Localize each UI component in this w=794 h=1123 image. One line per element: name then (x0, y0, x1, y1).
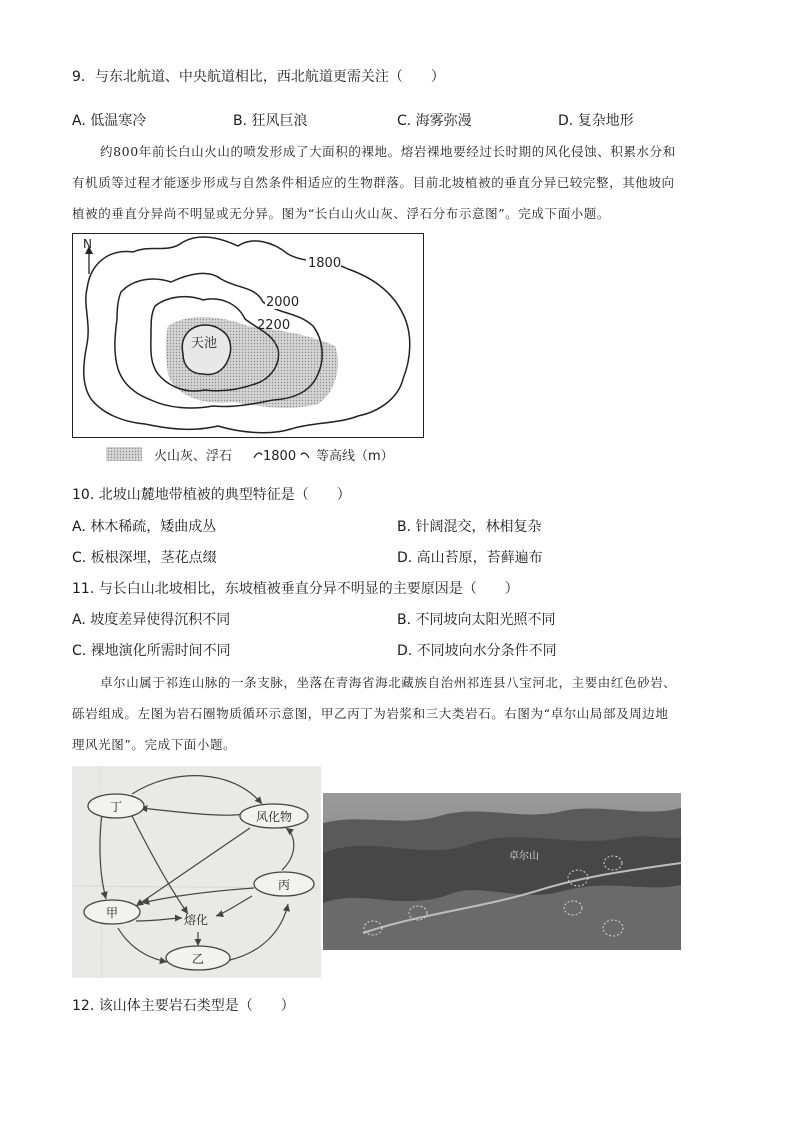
intro-paragraph-1-line-2: 有机质等过程才能逐步形成与自然条件相适应的生物群落。目前北坡植被的垂直分异已较完整，其他坡向 (72, 175, 675, 190)
svg-text:丙: 丙 (278, 878, 291, 892)
legend-ash-swatch (106, 447, 142, 461)
svg-text:乙: 乙 (192, 952, 205, 966)
legend-contour-label: 等高线（m） (316, 449, 394, 464)
q10-option-d: D. 高山苔原，苔藓遍布 (397, 550, 543, 566)
arrow-jia-to-ronghua (136, 918, 182, 921)
arrow-yi-to-bing (230, 904, 288, 960)
lake-label: 天池 (191, 336, 218, 351)
intro-paragraph-2-line-3: 理风光图”。完成下面小题。 (72, 737, 237, 752)
photo-label: 卓尔山 (509, 851, 539, 862)
arrow-fenghuawu-to-ding (140, 808, 244, 815)
intro-paragraph-1-line-1: 约800年前长白山火山的喷发形成了大面积的裸地。熔岩裸地要经过长时期的风化侵蚀、积累水分和 (100, 144, 676, 159)
node-ronghua: 熔化 (184, 913, 209, 927)
q10-option-a: A. 林木稀疏，矮曲成丛 (72, 519, 217, 535)
zhuoer-mountain-photo (323, 793, 681, 950)
legend-contour-line (254, 453, 262, 458)
q10-option-b: B. 针阔混交，林相复杂 (397, 519, 542, 535)
q11-option-b: B. 不同坡向太阳光照不同 (397, 612, 556, 628)
contour-label-2200: 2200 (257, 318, 291, 333)
arrow-bing-to-fenghuawu (282, 828, 294, 870)
north-label: N (83, 237, 92, 251)
q9-option-a: A. 低温寒冷 (72, 113, 147, 129)
legend-contour-sample: 1800 (263, 449, 297, 464)
q10-option-c: C. 板根深埋，茎花点缀 (72, 550, 217, 566)
q11-option-c: C. 裸地演化所需时间不同 (72, 643, 231, 659)
rock-cycle-diagram (72, 766, 321, 978)
svg-text:风化物: 风化物 (256, 810, 293, 824)
q9-option-c: C. 海雾弥漫 (397, 113, 472, 129)
legend-ash-label: 火山灰、浮石 (154, 449, 233, 464)
q9-stem: 9．与东北航道、中央航道相比，西北航道更需关注（ ） (72, 69, 445, 85)
arrow-bing-to-ronghua (216, 896, 252, 916)
q11-option-d: D. 不同坡向水分条件不同 (397, 643, 557, 659)
q9-option-b: B. 狂风巨浪 (233, 113, 308, 129)
q10-stem: 10. 北坡山麓地带植被的典型特征是（ ） (72, 487, 351, 503)
intro-paragraph-1-line-3: 植被的垂直分异尚不明显或无分异。图为“长白山火山灰、浮石分布示意图”。完成下面小题。 (72, 206, 610, 221)
volcanic-ash-map (72, 233, 424, 438)
intro-paragraph-2-line-2: 砾岩组成。左图为岩石圈物质循环示意图，甲乙丙丁为岩浆和三大类岩石。右图为“卓尔山局部及周边地 (72, 706, 669, 721)
svg-text:甲: 甲 (106, 906, 119, 920)
svg-text:丁: 丁 (110, 800, 123, 814)
q9-option-d: D. 复杂地形 (558, 113, 634, 129)
intro-paragraph-2-line-1: 卓尔山属于祁连山脉的一条支脉，坐落在青海省海北藏族自治州祁连县八宝河北，主要由红色砂岩、 (100, 675, 677, 690)
contour-label-1800: 1800 (308, 256, 342, 271)
arrow-ding-to-fenghuawu (132, 776, 262, 804)
arrow-jia-to-yi (118, 928, 167, 962)
q12-stem: 12. 该山体主要岩石类型是（ ） (72, 998, 295, 1014)
q11-stem: 11. 与长白山北坡相比，东坡植被垂直分异不明显的主要原因是（ ） (72, 581, 519, 597)
q11-option-a: A. 坡度差异使得沉积不同 (72, 612, 231, 628)
contour-label-2000: 2000 (266, 295, 300, 310)
